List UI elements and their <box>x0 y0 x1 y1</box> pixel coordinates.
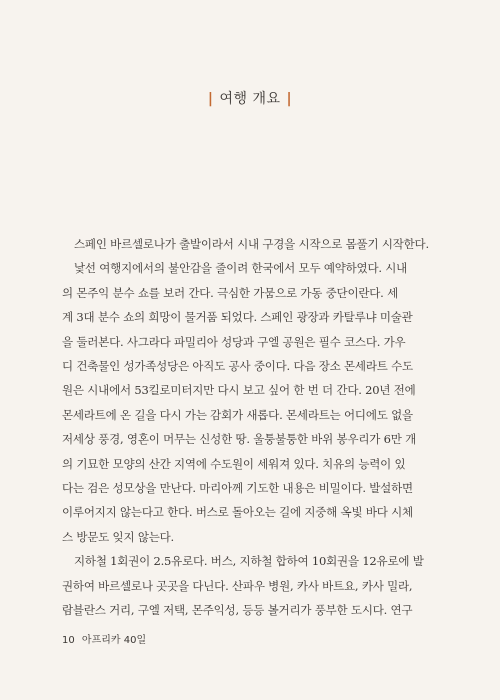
body-line: 의 기묘한 모양의 산간 지역에 수도원이 세워져 있다. 치유의 능력이 있 <box>62 456 406 471</box>
body-line: 스페인 바르셀로나가 출발이라서 시내 구경을 시작으로 몸풀기 시작한다. <box>74 237 429 251</box>
body-line: 계 3대 분수 쇼의 희망이 물거품 되었다. 스페인 광장과 카탈루냐 미술관 <box>62 310 413 325</box>
body-line: 람블란스 거리, 구엘 저택, 몬주익성, 등등 볼거리가 풍부한 도시다. 연구 <box>62 603 413 618</box>
body-line: 지하철 1회권이 2.5유로다. 버스, 지하철 합하여 10회권을 12유로에 발 <box>74 554 424 569</box>
body-line: 다는 검은 성모상을 만난다. 마리아께 기도한 내용은 비밀이다. 발설하면 <box>62 481 413 496</box>
body-text <box>62 232 437 623</box>
body-line: 몬세라트에 온 길을 다시 가는 감회가 새롭다. 몬세라트는 어디에도 없을 <box>62 407 413 422</box>
body-line: 원은 시내에서 53킬로미터지만 다시 보고 싶어 한 번 더 간다. 20년 전에 <box>62 383 416 398</box>
body-line: 낯선 여행지에서의 불안감을 줄이려 한국에서 모두 예약하였다. 시내 <box>74 261 408 276</box>
page-number: 10 <box>62 635 75 646</box>
page-footer <box>62 631 146 646</box>
body-line: 저세상 풍경, 영혼이 머무는 신성한 땅. 울퉁불퉁한 바위 봉우리가 6만 개 <box>62 432 417 447</box>
heading-right-bar: | <box>286 91 293 107</box>
heading-left-bar: | <box>207 91 214 107</box>
body-line: 을 둘러본다. 사그라다 파밀리아 성당과 구엘 공원은 필수 코스다. 가우 <box>62 334 406 349</box>
body-line: 권하여 바르셀로나 곳곳을 다닌다. 산파우 병원, 카사 바트요, 카사 밀라, <box>62 578 413 593</box>
body-line: 의 몬주익 분수 쇼를 보러 간다. 극심한 가뭄으로 가동 중단이란다. 세 <box>62 285 399 300</box>
body-line: 이루어지지 않는다고 한다. 버스로 돌아오는 길에 지중해 옥빛 바다 시체 <box>62 505 413 520</box>
book-title: 아프리카 40일 <box>81 635 147 646</box>
body-line: 디 건축물인 성가족성당은 아직도 공사 중이다. 다음 장소 몬세라트 수도 <box>62 359 413 374</box>
body-line: 스 방문도 잊지 않는다. <box>62 529 175 544</box>
heading-title: 여행 개요 <box>219 91 281 107</box>
section-heading <box>0 88 500 108</box>
